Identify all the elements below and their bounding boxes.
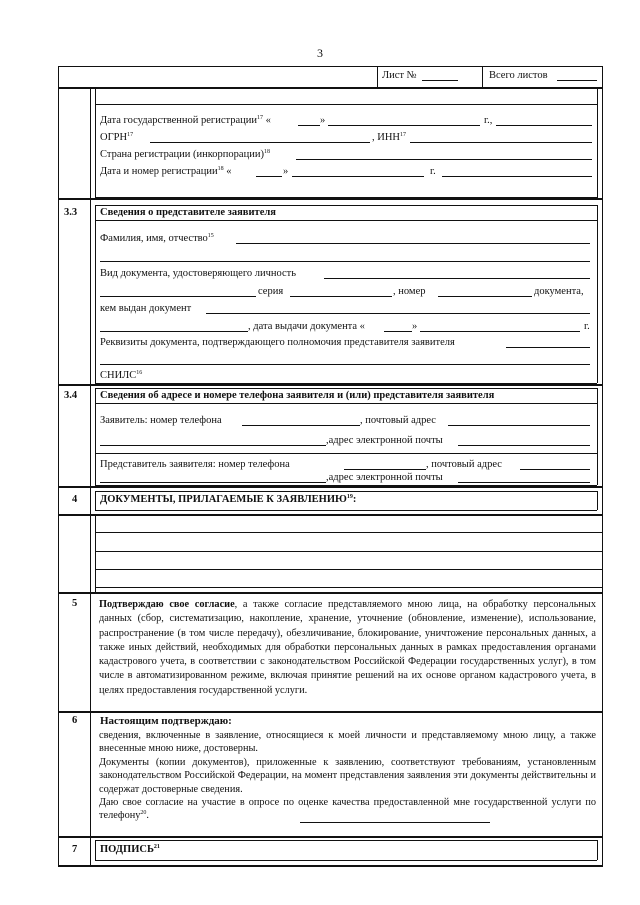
- section-number-5: 5: [72, 598, 78, 609]
- country-label: Страна регистрации (инкорпорации)$^{18}$: [100, 149, 270, 160]
- applicant-postal-field[interactable]: [448, 425, 590, 426]
- applicant-postal-label: , почтовый адрес: [360, 415, 436, 426]
- rep-postal-field-line2[interactable]: [100, 482, 326, 483]
- section-number-6: 6: [72, 715, 78, 726]
- rep-phone-field[interactable]: [344, 469, 426, 470]
- issue-date-label: , дата выдачи документа «: [248, 321, 365, 332]
- issued-by-label: кем выдан документ: [100, 303, 192, 314]
- section-number-7: 7: [72, 844, 78, 855]
- issue-year-suffix: г.: [584, 321, 590, 332]
- applicant-email-label: ,адрес электронной почты: [326, 435, 443, 446]
- issue-date-close-quote: »: [412, 321, 418, 332]
- applicant-phone-label: Заявитель: номер телефона: [100, 415, 222, 426]
- ogrn-label: ОГРН$^{17}$: [100, 132, 134, 143]
- country-field[interactable]: [296, 159, 592, 160]
- document-label: документа,: [534, 286, 584, 297]
- rep-email-field[interactable]: [458, 482, 590, 483]
- section-number-3-4: 3.4: [64, 390, 78, 401]
- fio-field[interactable]: [236, 243, 590, 244]
- series-label: серия: [258, 286, 284, 297]
- regnum-year-suffix: г.: [430, 166, 436, 177]
- section-title-6: Настоящим подтверждаю:: [100, 715, 232, 727]
- page-number: 3: [317, 46, 323, 60]
- applicant-phone-field[interactable]: [242, 425, 360, 426]
- snils-label: СНИЛС$^{16}$: [100, 370, 143, 381]
- fio-field-line2[interactable]: [100, 261, 590, 262]
- ogrn-field[interactable]: [150, 142, 370, 143]
- number-label: , номер: [393, 286, 426, 297]
- regnum-label: Дата и номер регистрации$^{18}$ «: [100, 166, 232, 177]
- rep-postal-field[interactable]: [520, 469, 590, 470]
- inn-label: , ИНН$^{17}$: [372, 132, 406, 143]
- reg-year-suffix: г.,: [484, 115, 493, 126]
- reg-extra-field[interactable]: [496, 125, 592, 126]
- regnum-month-field[interactable]: [292, 176, 424, 177]
- total-sheets-label: Всего листов: [489, 70, 548, 81]
- rep-email-label: ,адрес электронной почты: [326, 472, 443, 483]
- total-sheets-field[interactable]: [557, 80, 597, 81]
- sheet-number-label: Лист №: [382, 70, 417, 81]
- regnum-close-quote: »: [283, 166, 289, 177]
- issued-by-field[interactable]: [206, 313, 590, 314]
- reg-day-field[interactable]: [298, 125, 320, 126]
- id-doc-label: Вид документа, удостоверяющего личность: [100, 268, 297, 279]
- reg-month-field[interactable]: [328, 125, 480, 126]
- id-doc-field-line2[interactable]: [100, 296, 256, 297]
- confirmation-p2: Документы (копии документов), приложенные к заявлению, соответствуют требованиям, установленным законодательством Российской Федерации, на момент представления заявления эти документы действительны и содержат достоверные сведения.: [99, 756, 596, 795]
- authority-doc-field[interactable]: [506, 347, 590, 348]
- sheet-number-field[interactable]: [422, 80, 458, 81]
- section-title-4: ДОКУМЕНТЫ, ПРИЛАГАЕМЫЕ К ЗАЯВЛЕНИЮ$^{19}$:: [100, 494, 357, 505]
- issued-by-field-line2[interactable]: [100, 331, 248, 332]
- regnum-day-field[interactable]: [256, 176, 282, 177]
- applicant-email-field[interactable]: [458, 445, 590, 446]
- consent-paragraph: Подтверждаю свое согласие, а также согласие представляемого мною лица, на обработку персональных данных (сбор, систематизацию, накопление, хранение, уточнение (обновление, изменение), использование, распространение (в том числе передачу), обезличивание, блокирование, уничтожение персональных данных, а также иных действий, необходимых для обработки персональных данных в рамках предоставления органами кадастрового учета, в соответствии с законодательством Российской Федерации государственных услуг), в том числе в автоматизированном режиме, включая принятие решений на их основе органом кадастрового учета, в целях предоставления государственной услуги.: [99, 599, 596, 696]
- authority-doc-label: Реквизиты документа, подтверждающего полномочия представителя заявителя: [100, 337, 455, 348]
- authority-doc-field-line2[interactable]: [100, 364, 590, 365]
- inn-field[interactable]: [410, 142, 592, 143]
- fio-label: Фамилия, имя, отчество$^{15}$: [100, 233, 214, 244]
- section-title-3-4: Сведения об адресе и номере телефона заявителя и (или) представителя заявителя: [100, 390, 495, 401]
- series-field[interactable]: [290, 296, 392, 297]
- section-number-3-3: 3.3: [64, 207, 78, 218]
- issue-day-field[interactable]: [384, 331, 412, 332]
- section-number-4: 4: [72, 494, 78, 505]
- rep-phone-label: Представитель заявителя: номер телефона: [100, 459, 290, 470]
- rep-postal-label: , почтовый адрес: [426, 459, 502, 470]
- issue-month-field[interactable]: [420, 331, 580, 332]
- confirmation-text: [99, 729, 596, 823]
- regnum-number-field[interactable]: [442, 176, 592, 177]
- section-title-7: ПОДПИСЬ$^{21}$: [100, 844, 160, 855]
- section-title-3-3: Сведения о представителе заявителя: [100, 207, 276, 218]
- confirmation-p3: Даю свое согласие на участие в опросе по оценке качества предоставленной мне государственной услуги по телефону$^{20}$.: [99, 797, 596, 822]
- phone-survey-field[interactable]: [300, 822, 490, 823]
- doc-number-field[interactable]: [438, 296, 532, 297]
- id-doc-field[interactable]: [324, 278, 590, 279]
- applicant-postal-field-line2[interactable]: [100, 445, 326, 446]
- reg-date-close-quote: »: [320, 115, 326, 126]
- confirmation-p1: сведения, включенные в заявление, относящиеся к моей личности и представляемому мною лицу, а также внесенные мною ниже, достоверны.: [99, 730, 596, 755]
- reg-date-label: Дата государственной регистрации$^{17}$ «: [100, 115, 271, 126]
- attached-documents-list[interactable]: [96, 515, 602, 591]
